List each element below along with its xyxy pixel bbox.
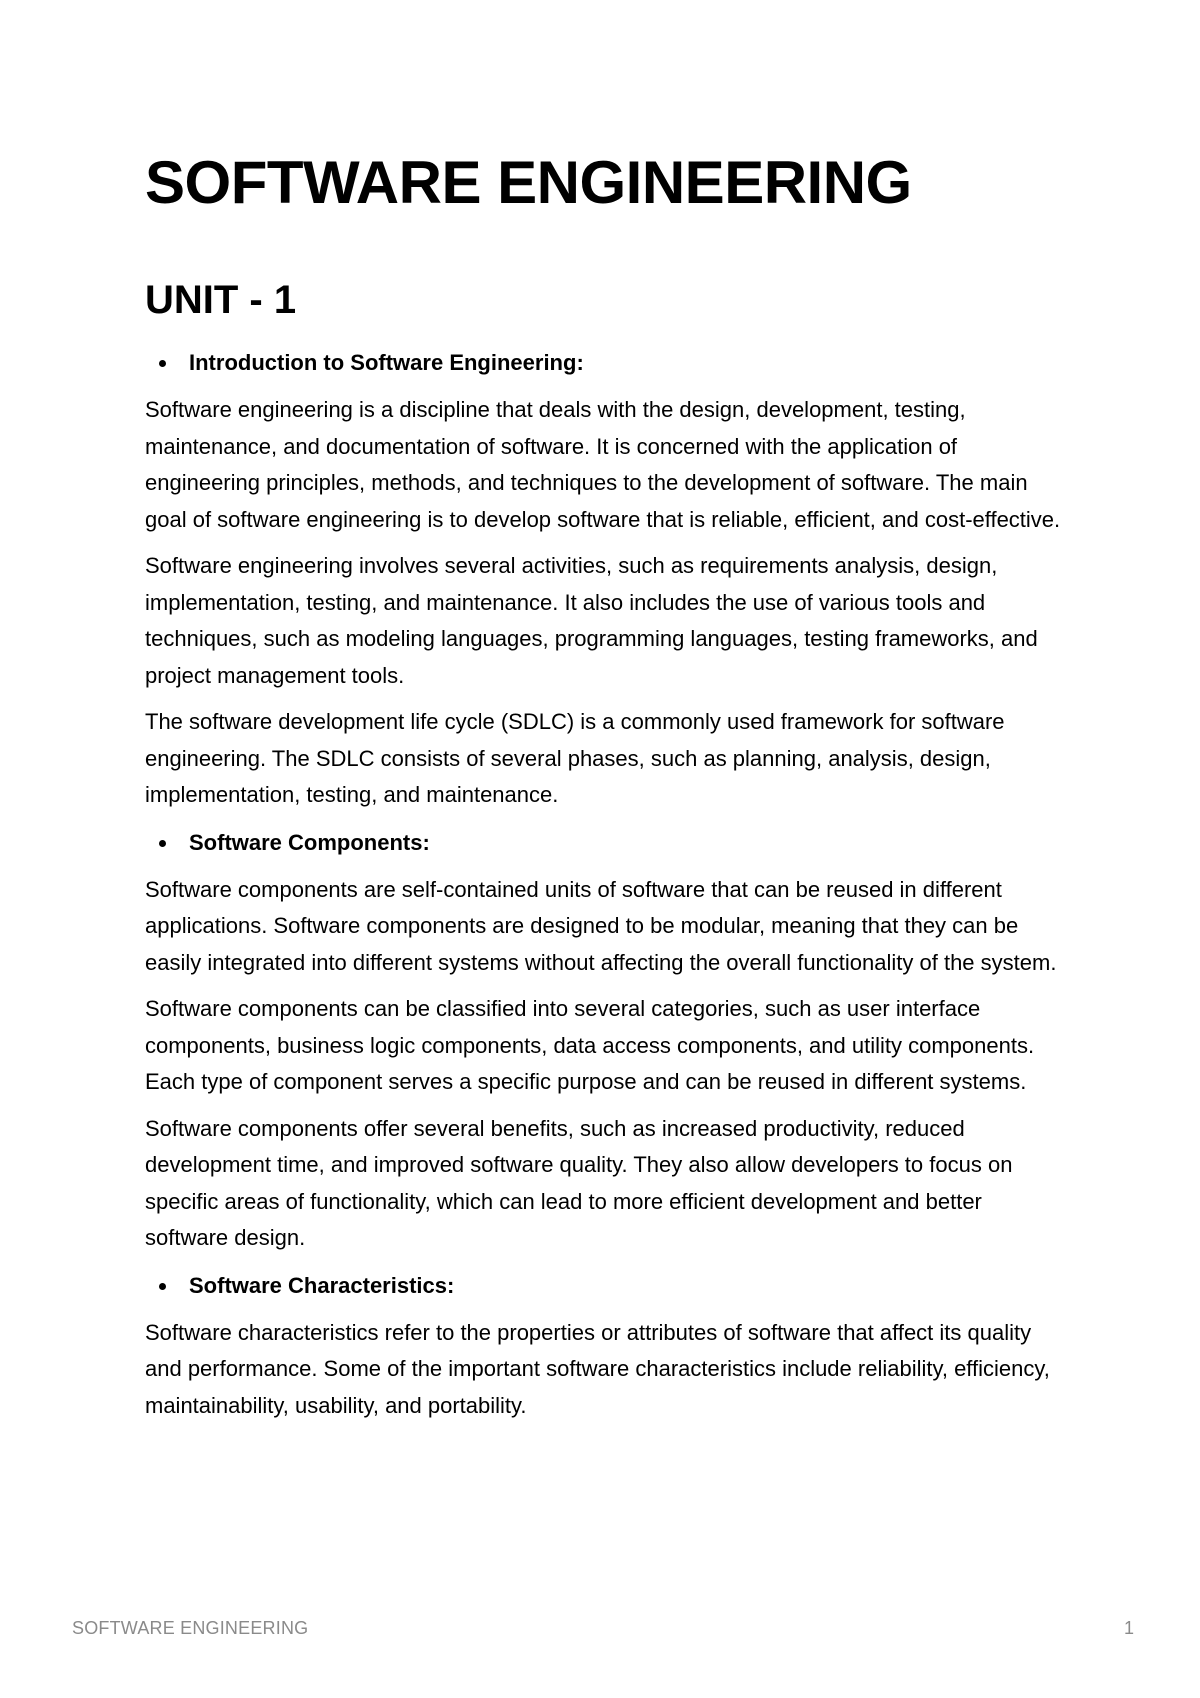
document-title: SOFTWARE ENGINEERING <box>145 149 912 216</box>
page-number: 1 <box>1123 1618 1134 1638</box>
bullet-icon <box>159 1283 166 1290</box>
bullet-icon <box>159 840 166 847</box>
paragraph: The software development life cycle (SDLC) is a commonly used framework for software engineering. The SDLC consists of several phases, such as planning, analysis, design, implementation, testing, and maintenance. <box>145 709 1005 807</box>
bullet-icon <box>159 360 166 367</box>
paragraph: Software characteristics refer to the properties or attributes of software that affect its quality and performance. Some of the important software characteristics include reliability, efficiency, maintainability, usability, and portability. <box>145 1319 1050 1418</box>
paragraph: Software components offer several benefits, such as increased productivity, reduced development time, and improved software quality. They also allow developers to focus on specific areas of functionality, which can lead to more efficient development and better software design. <box>145 1115 1013 1250</box>
paragraph: Software components are self-contained units of software that can be reused in different applications. Software components are designed to be modular, meaning that they can be easily integrated into different systems without affecting the overall functionality of the system. <box>145 876 1057 975</box>
paragraph: Software engineering is a discipline that deals with the design, development, testing, maintenance, and documentation of software. It is concerned with the application of engineering principles, methods, and techniques to the development of software. The main goal of software engineering is to develop software that is reliable, efficient, and cost-effective. <box>145 397 1061 532</box>
document-page <box>145 148 1065 1424</box>
section-heading-characteristics <box>145 1271 1065 1301</box>
section-heading-text: Software Components: <box>189 829 430 855</box>
paragraph: Software engineering involves several activities, such as requirements analysis, design, implementation, testing, and maintenance. It also includes the use of various tools and techniques, such as modeling languages, programming languages, testing frameworks, and project management tools. <box>145 553 1038 688</box>
section-heading-text: Software Characteristics: <box>189 1272 455 1298</box>
section-heading-text: Introduction to Software Engineering: <box>189 350 584 375</box>
paragraph: Software components can be classified into several categories, such as user interface components, business logic components, data access components, and utility components. Each type of component serves a specific purpose and can be reused in different systems. <box>145 996 1035 1094</box>
footer-label: SOFTWARE ENGINEERING <box>72 1618 309 1638</box>
section-heading-components <box>145 828 1065 858</box>
section-heading-introduction <box>145 348 1065 378</box>
unit-title: UNIT - 1 <box>145 278 297 322</box>
